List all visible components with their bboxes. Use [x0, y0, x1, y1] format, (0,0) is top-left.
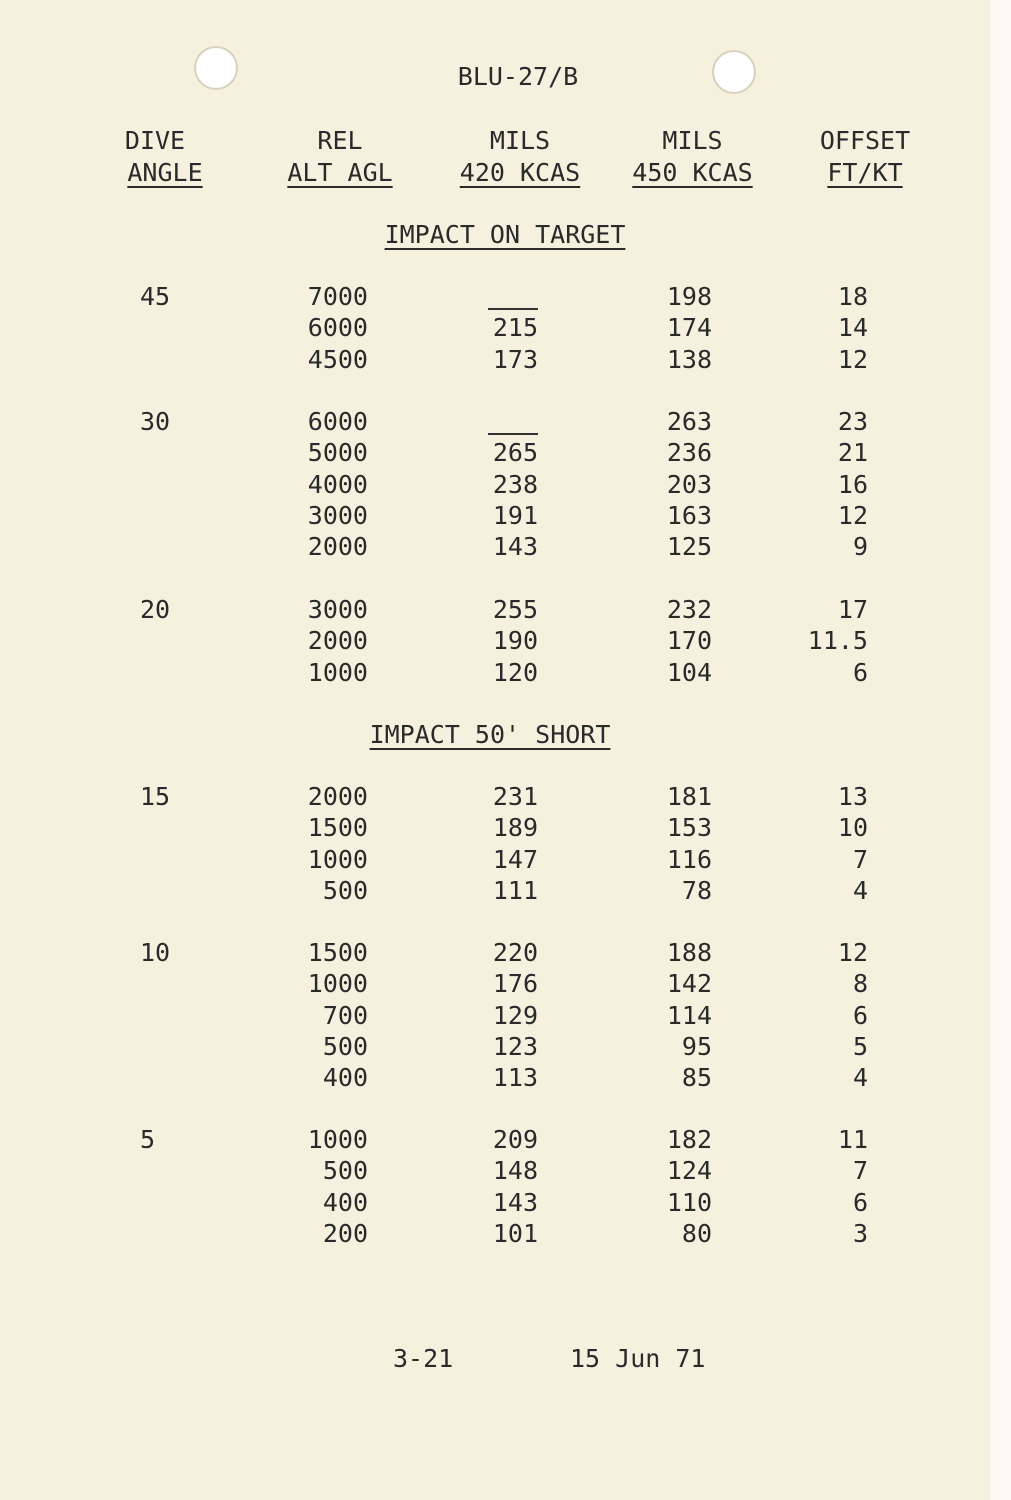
rel-alt-cell: 3000 [307, 595, 368, 624]
mils-420-cell: 231 [492, 782, 538, 811]
section-impact-on-target: IMPACT ON TARGET [384, 220, 626, 249]
dive-angle-cell: 15 [140, 782, 171, 811]
header-mils450-1: MILS [662, 126, 723, 155]
revision-date: 15 Jun 71 [570, 1344, 706, 1373]
mils-420-cell: 265 [492, 438, 538, 468]
mils-450-cell: 110 [666, 1187, 712, 1217]
mils-420-cell: 111 [492, 875, 538, 905]
header-dive-2: ANGLE [127, 158, 203, 187]
binder-hole-left [194, 46, 238, 90]
header-mils450-2: 450 KCAS [632, 158, 753, 187]
offset-cell: 13 [837, 782, 868, 811]
offset-cell: 5 [852, 1031, 868, 1061]
rel-alt-cell: 2000 [307, 532, 368, 562]
mils-450-cell: 85 [681, 1063, 712, 1093]
rel-alt-cell: 6000 [307, 313, 368, 343]
mils-420-cell: 147 [492, 844, 538, 874]
rel-alt-cell: 500 [322, 875, 368, 905]
mils-420-cell: 120 [492, 657, 538, 687]
offset-cell: 18 [837, 282, 868, 311]
mils-420-cell: 113 [492, 1063, 538, 1093]
rel-alt-cell: 3000 [307, 500, 368, 530]
mils-420-cell: 189 [492, 813, 538, 843]
dive-angle-cell: 20 [140, 595, 171, 624]
dive-angle-cell: 30 [140, 407, 171, 436]
page-number: 3-21 [393, 1344, 454, 1373]
offset-cell: 6 [852, 1187, 868, 1217]
offset-cell: 12 [837, 938, 868, 967]
rel-alt-cell: 500 [322, 1031, 368, 1061]
blank-entry-dash [488, 433, 538, 435]
rel-alt-cell: 4000 [307, 469, 368, 499]
offset-cell: 9 [852, 532, 868, 562]
rel-alt-cell: 1000 [307, 657, 368, 687]
mils-450-cell: 125 [666, 532, 712, 562]
rel-alt-cell: 2000 [307, 626, 368, 656]
header-rel-1: REL [317, 126, 363, 155]
header-dive-1: DIVE [124, 126, 186, 155]
mils-420-cell: 173 [492, 344, 538, 374]
rel-alt-cell: 7000 [307, 282, 368, 311]
mils-420-cell: 148 [492, 1156, 538, 1186]
mils-450-cell: 236 [666, 438, 712, 468]
offset-cell: 16 [837, 469, 868, 499]
rel-alt-cell: 200 [322, 1218, 368, 1248]
mils-450-cell: 124 [666, 1156, 712, 1186]
header-offset-2: FT/KT [827, 158, 903, 187]
binder-hole-right [712, 50, 756, 94]
blank-entry-dash [488, 308, 538, 310]
rel-alt-cell: 500 [322, 1156, 368, 1186]
offset-cell: 6 [852, 657, 868, 687]
offset-cell: 4 [852, 875, 868, 905]
rel-alt-cell: 2000 [307, 782, 368, 811]
mils-450-cell: 182 [666, 1125, 712, 1154]
rel-alt-cell: 1000 [307, 969, 368, 999]
offset-cell: 3 [852, 1218, 868, 1248]
mils-450-cell: 78 [681, 875, 712, 905]
rel-alt-cell: 400 [322, 1063, 368, 1093]
mils-420-cell: 255 [492, 595, 538, 624]
rel-alt-cell: 400 [322, 1187, 368, 1217]
offset-cell: 10 [837, 813, 868, 843]
rel-alt-cell: 1000 [307, 1125, 368, 1154]
mils-420-cell: 209 [492, 1125, 538, 1154]
mils-450-cell: 114 [666, 1000, 712, 1030]
offset-cell: 8 [852, 969, 868, 999]
header-rel-2: ALT AGL [287, 158, 393, 187]
mils-420-cell: 129 [492, 1000, 538, 1030]
rel-alt-cell: 4500 [307, 344, 368, 374]
section-impact-short: IMPACT 50' SHORT [369, 720, 611, 749]
mils-450-cell: 163 [666, 500, 712, 530]
offset-cell: 6 [852, 1000, 868, 1030]
mils-450-cell: 188 [666, 938, 712, 967]
mils-420-cell: 191 [492, 500, 538, 530]
mils-420-cell: 101 [492, 1218, 538, 1248]
mils-420-cell: 143 [492, 532, 538, 562]
offset-cell: 7 [852, 1156, 868, 1186]
mils-450-cell: 181 [666, 782, 712, 811]
rel-alt-cell: 1500 [307, 813, 368, 843]
offset-cell: 21 [837, 438, 868, 468]
document-title: BLU-27/B [457, 62, 579, 91]
mils-450-cell: 232 [666, 595, 712, 624]
header-mils420-2: 420 KCAS [459, 158, 581, 187]
rel-alt-cell: 700 [322, 1000, 368, 1030]
offset-cell: 4 [852, 1063, 868, 1093]
rel-alt-cell: 6000 [307, 407, 368, 436]
rel-alt-cell: 1000 [307, 844, 368, 874]
mils-450-cell: 116 [666, 844, 712, 874]
mils-450-cell: 138 [666, 344, 712, 374]
mils-420-cell: 123 [492, 1031, 538, 1061]
mils-420-cell: 238 [492, 469, 538, 499]
dive-angle-cell: 5 [140, 1125, 156, 1154]
mils-420-cell: 215 [492, 313, 538, 343]
mils-450-cell: 104 [666, 657, 712, 687]
offset-cell: 12 [837, 344, 868, 374]
mils-420-cell: 176 [492, 969, 538, 999]
mils-450-cell: 170 [666, 626, 712, 656]
offset-cell: 14 [837, 313, 868, 343]
mils-450-cell: 80 [681, 1218, 712, 1248]
mils-450-cell: 153 [666, 813, 712, 843]
mils-450-cell: 142 [666, 969, 712, 999]
mils-450-cell: 263 [666, 407, 712, 436]
offset-cell: 11.5 [807, 626, 868, 656]
mils-450-cell: 198 [666, 282, 712, 311]
offset-cell: 12 [837, 500, 868, 530]
page-edge [990, 0, 1011, 1500]
rel-alt-cell: 1500 [307, 938, 368, 967]
header-mils420-1: MILS [489, 126, 551, 155]
dive-angle-cell: 10 [140, 938, 171, 967]
offset-cell: 23 [837, 407, 868, 436]
dive-angle-cell: 45 [140, 282, 171, 311]
rel-alt-cell: 5000 [307, 438, 368, 468]
offset-cell: 11 [837, 1125, 868, 1154]
offset-cell: 17 [837, 595, 868, 624]
mils-420-cell: 220 [492, 938, 538, 967]
mils-450-cell: 95 [681, 1031, 712, 1061]
mils-420-cell: 143 [492, 1187, 538, 1217]
mils-450-cell: 174 [666, 313, 712, 343]
offset-cell: 7 [852, 844, 868, 874]
mils-450-cell: 203 [666, 469, 712, 499]
header-offset-1: OFFSET [819, 126, 911, 155]
mils-420-cell: 190 [492, 626, 538, 656]
